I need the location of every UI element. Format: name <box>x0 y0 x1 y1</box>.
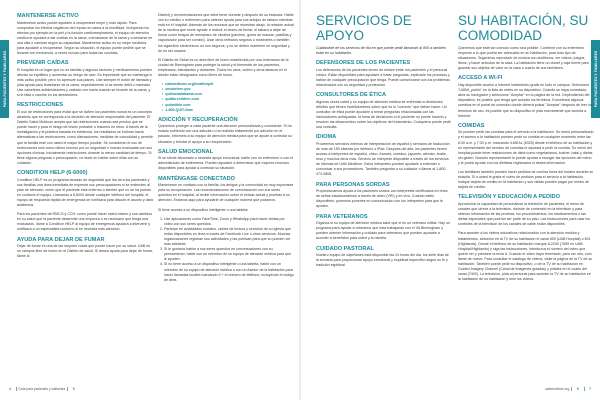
paragraph-staying-active: Mantenerse activo puede ayudarle a recuperarse mejor y más rápido. Para comprobar los efectos negativos del reposo en cama a la movilidad, incluyendo los efectos por ejemplo en la piel y la función cardiorrespiratoria, el equipo de atención médica le ayudará a dar vueltas en la cama, a levantarse de la cama y a sentarse en una silla o caminar según su capacidad. Mantenerse activo es su mejor medicina para ayudarle a recuperarse. Según su situación, el equipo puede pedirle que se levante con frecuencia, a veces incluso para todas las comidas. <box>17 20 153 56</box>
heading-deaf: PARA PERSONAS SORDAS <box>316 181 390 188</box>
paragraph-deaf: Proporcionamos ayuda a los pacientes sordos con intérpretes certificados en línea de señas estadounidense a través de video (VRI) y en vivo. Cuando estén disponibles, ponemos ponerles en comunicación con los intérpretes para que le ayuden. <box>316 189 448 209</box>
page-number: 7 <box>589 386 591 391</box>
page-number: 6 <box>576 386 579 391</box>
heading-language: IDIOMA <box>316 134 337 141</box>
resource-links <box>162 82 294 113</box>
heading-quit-smoking: AYUDA PARA DEJAR DE FUMAR <box>17 236 105 243</box>
left-page <box>0 0 299 400</box>
side-tab-right: PARA PACIENTES Y FAMILIARES <box>591 40 600 118</box>
paragraph-quit-smoking: Dejar de fumar es una de las mejores cosas que puede hacer por su salud. UAB es un campus libre de humo en el Distrito de salud. Si desea ayuda para dejar de fumar, llame al <box>17 244 153 259</box>
footer-left <box>6 387 78 391</box>
paragraph-pastoral: Nuestro equipo de capellanes está disponible las 24 horas del día, los siete días de la semana para proporcionar apoyo emocional y espiritual específico según su fe y tradición espiritual. <box>316 253 449 268</box>
list-item: 1. Use aplicaciones como FaceTime, Zoom y WhatsApp para hacer visitas por video con sus seres queridos. <box>164 217 294 227</box>
link-item[interactable]: • quitforchildren.com <box>162 97 294 102</box>
guide-title: Guía para pacientes y visitantes <box>18 386 66 391</box>
heading-tv: TELEVISIÓN Y EDUCACIÓN A PEDIDO <box>458 194 560 201</box>
list-item: 4. Si no tiene acceso a un dispositivo inteligente o una tableta, hable con un miembro de su equipo de atención médica o con un Asesor de la habitación para hacer llamadas locales marcando 9 + el número de teléfono, incluyendo el código de área. <box>164 262 294 282</box>
heading-ethics: CONSULTORES DE ÉTICA <box>316 92 387 99</box>
paragraph-addiction: Queremos proteger a cada paciente una atención personalizada y consciente. Si ha estado sufriendo con una adicción o ha recibido tratamiento por adicción en el pasado, infórmelo a su equipo de atención médica para que se ayude a controlar su situación y brindar el apoyo a su recuperación. <box>158 124 292 144</box>
heading-restraints: RESTRICCIONES <box>17 102 63 109</box>
paragraph-room-intro: Queremos que esté tan cómodo como sea posible. Confírme con su enfermero respecto a lo que podría ser adecuado en su habitación, para todo tipo de situaciones. Sugerimos reproducir de música con audífonos, ver videos, juegos, libros, y hacer artículos de la casa. La habitación tiene un closet y caja fuerte para guardar sus objetos de valor en la casa o cuarto de sus familiares. <box>458 46 589 71</box>
paragraph-patient-advocates: Los defensores de los pacientes sirven de enlace entre los pacientes y el personal clínico. Están disponibles para ayudarle a tratar preguntas, explicarle los procesos y hablar de cualquier preocupación que tenga. Puede comunicarse con los problemas relacionados con su seguridad y protección. <box>316 67 451 88</box>
paragraph-restraints: El uso de restricciones para evitar que se dañen los pacientes nunca es un concepto aleatorio que se corresponda a la decisión de atención responsable del paciente. El Distrito Salud Muldoon acepta que las restricciones cuando sea preciso que se puede hacer y para el riesgo de lesión probable o lesiones en otros. A través de la investigación y la práctica basada en evidencia, los resultados se inclinan hacia alternativas a las restricciones: como distracciones, medidas de comodidad y permitir que la familia esté con usted el mayor tiempo posible. Se consideran el uso de restricciones solo como último recurso por un seguridad e incluso evaluadas con sus opciones clínicas. Inicialmente restricciones durante la menor cantidad de tiempo. Si tiene alguna pregunta o preocupación, no dude en hablar sobre ellas con su cuidador. <box>17 110 153 165</box>
paragraph-smoke-free: El Distrito de Salud es un área libre de humo establecida por una ordenanza de la ciudad de Birmingham para proteger la salud y el bienestar de los pacientes, empleados, estudiantes y visitantes. Todos los usos, cultivo y otros tabacos en el distrito están designados como libres de humo. <box>158 57 289 78</box>
paragraph-ethics: Algunas veces usted y su equipo de atención médica se enfrentan a decisiones difíciles que tienen incertidumbres sobre qué es lo "correcto" que deben hacer. Un consultor de ética puede ayudarle a tomar preguntas relacionadas con las instrucciones anticipadas, la toma de decisiones si el paciente no puede hacerlo y resolver las desacuerdos sobre los objetivos del tratamiento. Cualquiera puede pedir una consulta. <box>316 99 451 130</box>
paragraph-veterans: Díganos si su equipo de atención médica sabe que el es un veterano militar. Hay un programa para ayudar a veteranos que está trabajando con el VA Birmingham y pueden obtener información y cuidado para veteranos que pueden ayudarle a acceder a beneficios para usted y su familia. <box>316 221 450 241</box>
link-item[interactable]: • quitwithin.com <box>162 103 294 108</box>
link-item[interactable]: • 1-800-QUIT-Now <box>162 108 294 113</box>
heading-veterans: PARA VETERANOS <box>316 213 368 220</box>
paragraph-wifi: Hay disponible acceso a Internet inalámbrico gratis en todo el campus. Seleccione "UABH_public" en la lista de redes en su dispositivo. Cuando se haya conectado, abra su navegador y seleccione "Aceptar" en la página de la red. Dependiendo del dispositivo, es posible que tenga que aceptar los términos. Encontrará algunos cambios en el portal de conexión donde deberá pulsar "Aceptar" después de leer los términos de uso, es posible que su dispositivo le pida nuevamente que acceda a Internet. <box>458 83 593 118</box>
paragraph-device-intro: Si tiene acceso a un dispositivo inteligente o una tableta: <box>158 207 249 212</box>
paragraph-meals: Se pueden pedir las comidas para el servicio a la habitación. Su menú personalizado y el acceso a la habitación pueden pedir su comida en cualquier momento entre las 6:30 a.m. y 7:30 p.m. marcando 4-MEAL (6325) desde el teléfono de su habitación y un representante del servicio de comidas le ayudará a pedir la comida. Su menú del hospital puede tener restricciones de dieta como vegetarianos, kosher, halal y dietas sin gluten. Nuestro representante le puede ayudar a escoger las opciones del menú y le podrá ayudar con los dietistas registrados si desea información. <box>458 130 594 165</box>
paragraph-condition-help-2: Para los pacientes de RMCO y CCH: como puede hacer usted mismo y sus cambios en su salud que la paciente desarrolle una empeora o es necesario que tenga una evaluación, llame a Condition HELP al equipo de emergencia ayudará a intervenir y notificará a un especialista nocturno si se necesita más atención. <box>17 212 153 232</box>
paragraph-tv: Aprovechar la capacidad de personalizar la televisión de pacientes, el menú de canales que ofrece a la televisión, disfrute de contenido en la televisión y para obtener información de las pruebas, los procedimientos, los medicamentos o las dietas especiales que podrían ser parte de su plan. Las instrucciones para usar los controles de la televisión de los canales de cable están disponibles. <box>458 201 591 227</box>
heading-meals: COMIDAS <box>458 122 485 129</box>
link-item[interactable]: • uabmedicine.org/health/quit <box>162 82 294 87</box>
list-item: 3. Si le gustaría hablar a sus seres queridos en conversaciones con su pensamiento, hable con un miembro de su equipo de atención médica para que le ayuden. <box>164 247 294 262</box>
website-url: uabmedicine.org <box>544 386 570 391</box>
column-2 <box>158 13 294 287</box>
footer-divider <box>571 387 572 391</box>
footer-divider <box>16 387 17 391</box>
column-3 <box>316 13 452 272</box>
paragraph-prevent-falls: El hospital es un lugar que no es familiar y algunos factores y medicamentos pueden afectar su equilibrio y aumentar su riesgo de caer. Es importante que se mantenga lo más activo posible, pero no apresure sus planes. Use siempre el botón de llamada y pida ayuda para levantarse de la cama, especialmente si se siente débil o mareado. Use calcetines antideslizantes y calzado con suela cuando se levante de la cama, y si le falta o camine en los alrededores. <box>17 67 153 98</box>
link-item[interactable]: • smokefree.gov <box>162 87 294 92</box>
page-number: 4 <box>9 386 11 391</box>
heading-stay-connected: MANTÉNGASE CONECTADO <box>158 175 235 182</box>
heading-condition-help: CONDITION HELP (6-6000) <box>17 170 88 177</box>
connection-steps <box>164 217 294 283</box>
section-title-support: SERVICIOS DE APOYO <box>316 13 412 43</box>
right-page <box>301 0 600 400</box>
heading-addiction: ADICCIÓN Y RECUPERACIÓN <box>158 116 238 123</box>
paragraph-smoking-cont: District) y recomendaciones que debe tener durante y después de su estancia. Hable con su médico o enfermero para obtener ayuda para sus antojos de tabaco mientras está en el hospital. Además de los recursos que se muestran abajo, la relación actual de la nicotina que suele ayudar a reducir el deseo de fumar, el tabaco a dejar de fumar como terapia de reemplazo de nicotina (parches, goma de mascar, pastillas y vaporizador para ser comido). Usar otros métodos seguros o mostrarles o también los cigarrillos electrónicos no son seguros, y no se deben mantener en seguridad y de en ser usados. <box>158 13 294 53</box>
paragraph-meals-2: Los familiares también pueden hacer pedidos de comida fuera del horario durante su estadía. Si a usted le gusta el cobro de pedidos para el servicio a la habitación, indique tarjeta de crédito en la habitación y sus visitas pueden pagar por medio de tarjeta de crédito. <box>458 169 594 190</box>
link-item[interactable]: • quitnowalabama.com <box>162 92 294 97</box>
footer-divider <box>584 387 585 391</box>
heading-emotional-health: SALUD EMOCIONAL <box>158 148 214 155</box>
footer-divider <box>67 387 68 391</box>
section-title-room: SU HABITACIÓN, SU COMODIDAD <box>458 13 589 43</box>
heading-wifi: ACCESO A WI-FI <box>458 75 503 82</box>
paragraph-emotional-health: Si se siente abrumado o necesita apoyo emocional, hable con un enfermero o con el administrador de enfermería. Pueden ayudarle a determinar qué mejores recursos disponibles para ayudar a controlar su situación. <box>158 156 293 171</box>
heading-staying-active: MANTENERSE ACTIVO <box>17 13 79 19</box>
paragraph-tv-2: Para acceder a los videos educativos relacionados con la atención médica y tratamientos, sintonice en la TV de su habitación el canal 600 (UAB Hospital) o 601 (Highlands). Desde el teléfono de su habitación marque 6-2200 (7555 en UAB Hospital/Highlands) y siga las instrucciones. Introduzca el número del video que quiere ver y presione la tecla #. Cuando el video haya terminado, para ver otro, solo llame de nuevo. Para consultar el catálogo de videos, visite la página de la TV de su habitación. También puede pedir su dispositivo, o de la TV de su habitación en Guided Imagery Channel (Canal de Imágenes guiadas) y pídales en el cuarto del canal (7400). La televisión, pida al personal para acceder la TV de su habitación en la habitación de su habitación y mire los videos. <box>458 231 593 282</box>
heading-prevent-falls: PREVENIR CAÍDAS <box>17 60 69 67</box>
paragraph-condition-help: Condition HELP es un programa lanzado de seguridad que les da a los pacientes y sus familias una línea inmediata de expresar sus preocupaciones si se entienden al plan de atención, creen que el paciente está enfermo o sienten que no se ha puesto en contacto el equipo. Llamando a 6-6000 desde cualquier teléfono del hospital, el equipo de respuesta rápida de emergencia se notificará para discutir el asunto y dará asistencia. <box>17 177 153 208</box>
column-1 <box>17 13 153 263</box>
list-item: 2. Participe en actividades sociales, clubes de lectura y servicios de su iglesia que están disponibles en línea a través de Facebook Live u otros servicios. Muchas organizaciones registran sus actividades y las publican para que su pueden ver más adelante. <box>164 227 294 247</box>
side-tab-left: PARA PACIENTES Y FAMILIARES <box>0 40 9 118</box>
paragraph-stay-connected: Mantenerse en contacto con la familia, los amigos y la comunidad es muy importante para su recuperación. Las recomendaciones de comunicación con sus seres queridos en el hospital, al recibir información sobre el estado actual y pruebas a su atención. Estamos aquí para ayudarle de cualquier manera que podamos. <box>158 183 294 203</box>
lead-support: Cuidándole de los servicios de día en que puede pedir llamando al 800 a también estar en su habitación. <box>316 46 446 56</box>
page-number: 5 <box>72 386 75 391</box>
heading-patient-advocates: DEFENSORES DE LOS PACIENTES <box>316 60 411 67</box>
column-4 <box>458 13 594 286</box>
footer-right <box>545 387 594 391</box>
paragraph-language: Proveemos servicios internos de interpretación de español y servicios de traducción de más de 150 idiomas por teléfono o iPad. Después del alta, los pacientes tienen acceso a intérpretes de español, chino, francés, coreano, japonés, alemán, árabe, ruso y muchos otros más. Servicio de intérprete disponible a través de los servicios de idiomas de UAB Medicine. Estos intérpretes pueden ayudarle a entender o comunicar a sus proveedores. También preguntar a su cuidador o llamar al 1-800-473-0808. <box>316 141 450 177</box>
heading-pastoral: CUIDADO PASTORAL <box>316 245 374 252</box>
